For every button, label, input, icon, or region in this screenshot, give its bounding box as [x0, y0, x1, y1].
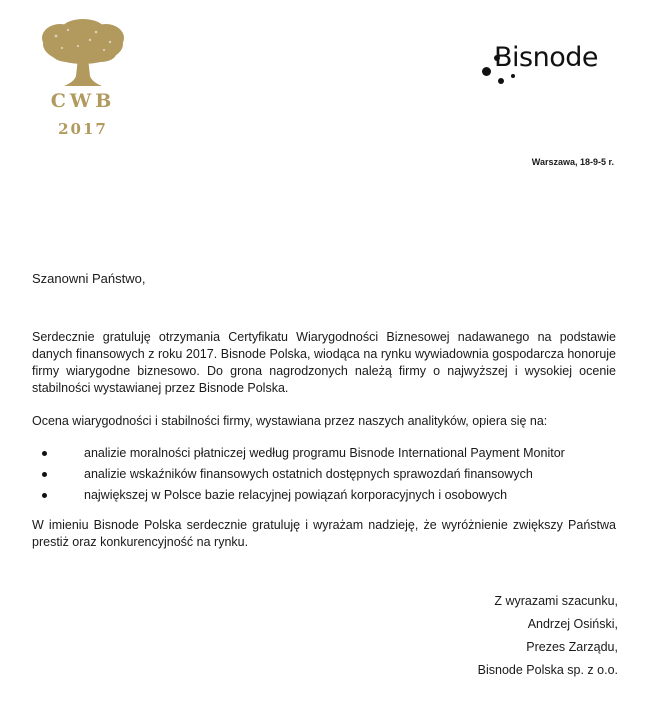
closing-salutation: Z wyrazami szacunku, — [494, 594, 618, 608]
cwb-logo-text: CWB — [50, 90, 116, 112]
bisnode-logo — [480, 40, 625, 90]
oak-tree-icon — [38, 18, 128, 90]
signer-name: Andrzej Osiński, — [527, 617, 618, 631]
list-item — [32, 485, 565, 506]
criteria-list — [32, 443, 565, 506]
letter-date: Warszawa, 18-9-5 r. — [531, 157, 614, 167]
signature-block — [478, 590, 618, 682]
bullet-icon — [42, 493, 47, 498]
bullet-icon — [42, 451, 47, 456]
paragraph-closing-wishes: W imieniu Bisnode Polska serdecznie gratuluję i wyrażam nadzieję, że wyróżnienie zwiększy Państwa prestiż oraz konkurencyjność na rynku. — [32, 518, 616, 549]
paragraph-evaluation-basis: Ocena wiarygodności i stabilności firmy, wystawiana przez naszych analityków, opiera się na: — [32, 414, 548, 428]
bullet-icon — [42, 472, 47, 477]
paragraph-congratulations: Serdecznie gratuluję otrzymania Certyfikatu Wiarygodności Biznesowej nadawanego na podstawie danych finansowych z roku 2017. Bisnode Polska, wiodąca na rynku wywiadownia gospodarcza honoruje firmy wiarygodne biznesowo. Do grona nagrodzonych należą firmy o najwyższej i wysokiej ocenie stabilności wystawianej przez Bisnode Polska. — [32, 330, 616, 395]
list-item — [32, 443, 565, 464]
cwb-logo — [38, 18, 128, 143]
cwb-logo-year: 2017 — [58, 120, 108, 138]
logo-dot — [498, 78, 504, 84]
list-item-text: analizie wskaźników finansowych ostatnich dostępnych sprawozdań finansowych — [84, 467, 533, 481]
greeting: Szanowni Państwo, — [32, 271, 146, 286]
bisnode-logo-text: Bisnode — [494, 42, 598, 73]
logo-dot — [511, 74, 515, 78]
list-item — [32, 464, 565, 485]
logo-dot — [482, 67, 491, 76]
list-item-text: największej w Polsce bazie relacyjnej powiązań korporacyjnych i osobowych — [84, 488, 508, 502]
signer-title: Prezes Zarządu, — [526, 640, 618, 654]
signer-company: Bisnode Polska sp. z o.o. — [477, 663, 618, 677]
list-item-text: analizie moralności płatniczej według programu Bisnode International Payment Monitor — [84, 446, 565, 460]
